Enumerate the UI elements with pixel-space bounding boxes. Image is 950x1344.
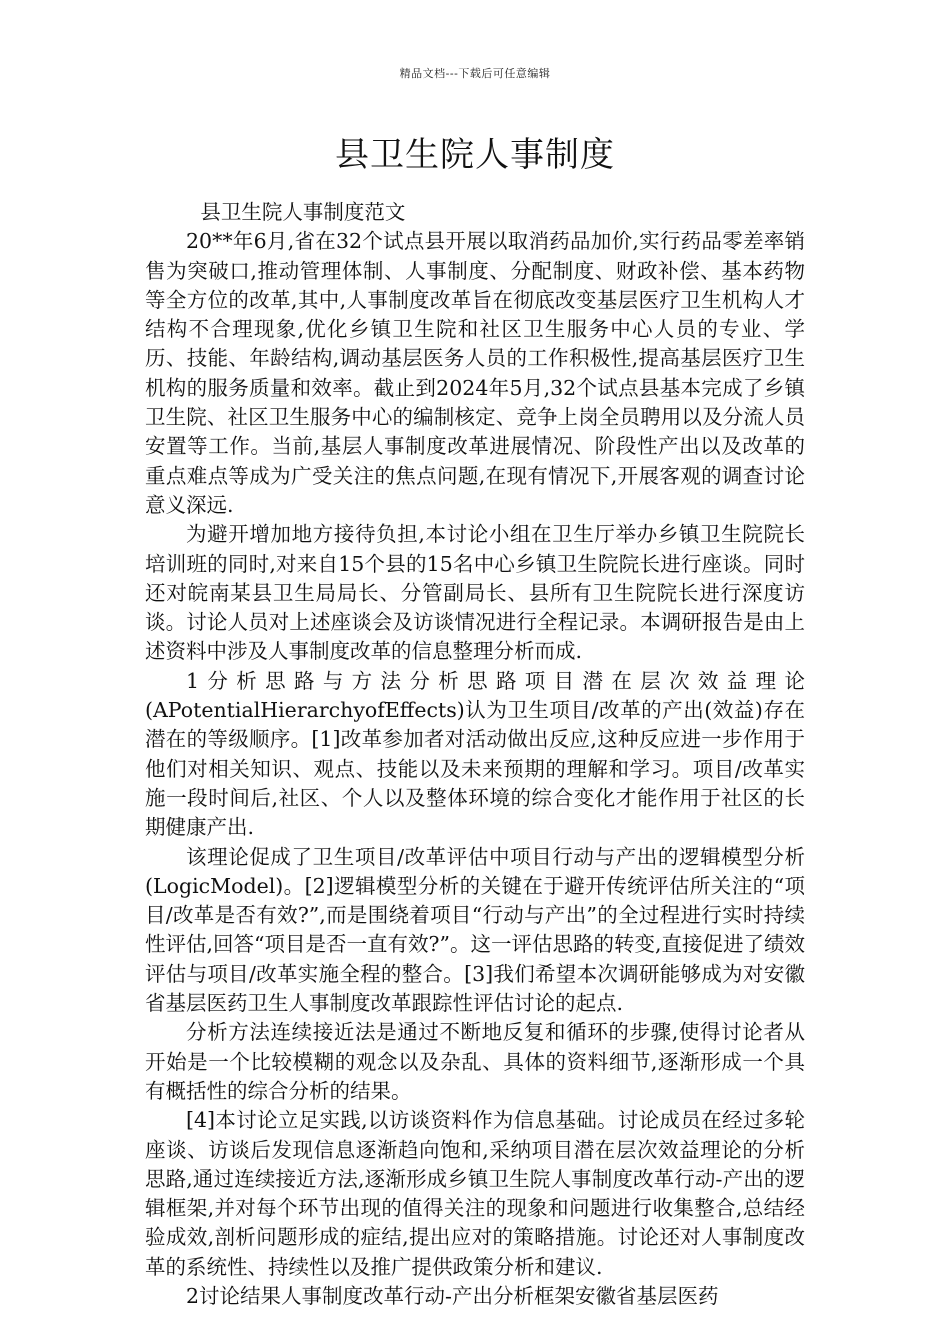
document-subtitle: 县卫生院人事制度范文 <box>200 200 406 224</box>
document-title: 县卫生院人事制度 <box>335 135 615 175</box>
page-header-note: 精品文档---下载后可任意编辑 <box>399 67 551 80</box>
paragraph-6: [4]本讨论立足实践,以访谈资料作为信息基础。讨论成员在经过多轮座谈、访谈后发现信息逐渐趋向饱和,采纳项目潜在层次效益理论的分析思路,通过连续接近方法,逐渐形成乡镇卫生院人事制度改革行动-产出的逻辑框架,并对每个环节出现的值得关注的现象和问题进行收集整合,总结经验成效,剖析问题形成的症结,提出应对的策略措施。讨论还对人事制度改革的系统性、持续性以及推广提供政策分析和建议. <box>145 1108 805 1279</box>
paragraph-4: 该理论促成了卫生项目/改革评估中项目行动与产出的逻辑模型分析(LogicModel)。[2]逻辑模型分析的关键在于避开传统评估所关注的“项目/改革是否有效?”,而是围绕着项目“行动与产出”的全过程进行实时持续性评估,回答“项目是否一直有效?”。这一评估思路的转变,直接促进了绩效评估与项目/改革实施全程的整合。[3]我们希望本次调研能够成为对安徽省基层医药卫生人事制度改革跟踪性评估讨论的起点. <box>145 844 805 1016</box>
paragraph-1: 20**年6月,省在32个试点县开展以取消药品加价,实行药品零差率销售为突破口,推动管理体制、人事制度、分配制度、财政补偿、基本药物等全方位的改革,其中,人事制度改革旨在彻底改变基层医疗卫生机构人才结构不合理现象,优化乡镇卫生院和社区卫生服务中心人员的专业、学历、技能、年龄结构,调动基层医务人员的工作积极性,提高基层医疗卫生机构的服务质量和效率。截止到2024年5月,32个试点县基本完成了乡镇卫生院、社区卫生服务中心的编制核定、竞争上岗全员聘用以及分流人员安置等工作。当前,基层人事制度改革进展情况、阶段性产出以及改革的重点难点等成为广受关注的焦点问题,在现有情况下,开展客观的调查讨论意义深远. <box>145 229 805 517</box>
paragraph-5: 分析方法连续接近法是通过不断地反复和循环的步骤,使得讨论者从开始是一个比较模糊的观念以及杂乱、具体的资料细节,逐渐形成一个具有概括性的综合分析的结果。 <box>145 1020 805 1103</box>
paragraph-7: 2讨论结果人事制度改革行动-产出分析框架安徽省基层医药 <box>186 1283 719 1308</box>
document-body <box>145 198 805 1311</box>
paragraph-3: 1分析思路与方法分析思路项目潜在层次效益理论(APotentialHierarchyofEffects)认为卫生项目/改革的产出(效益)存在潜在的等级顺序。[1]改革参加者对活动做出反应,这种反应进一步作用于他们对相关知识、观点、技能以及未来预期的理解和学习。项目/改革实施一段时间后,社区、个人以及整体环境的综合变化才能作用于社区的长期健康产出. <box>145 668 805 840</box>
paragraph-2: 为避开增加地方接待负担,本讨论小组在卫生厅举办乡镇卫生院院长培训班的同时,对来自15个县的15名中心乡镇卫生院院长进行座谈。同时还对皖南某县卫生局局长、分管副局长、县所有卫生院院长进行深度访谈。讨论人员对上述座谈会及访谈情况进行全程记录。本调研报告是由上述资料中涉及人事制度改革的信息整理分析而成. <box>145 522 805 664</box>
